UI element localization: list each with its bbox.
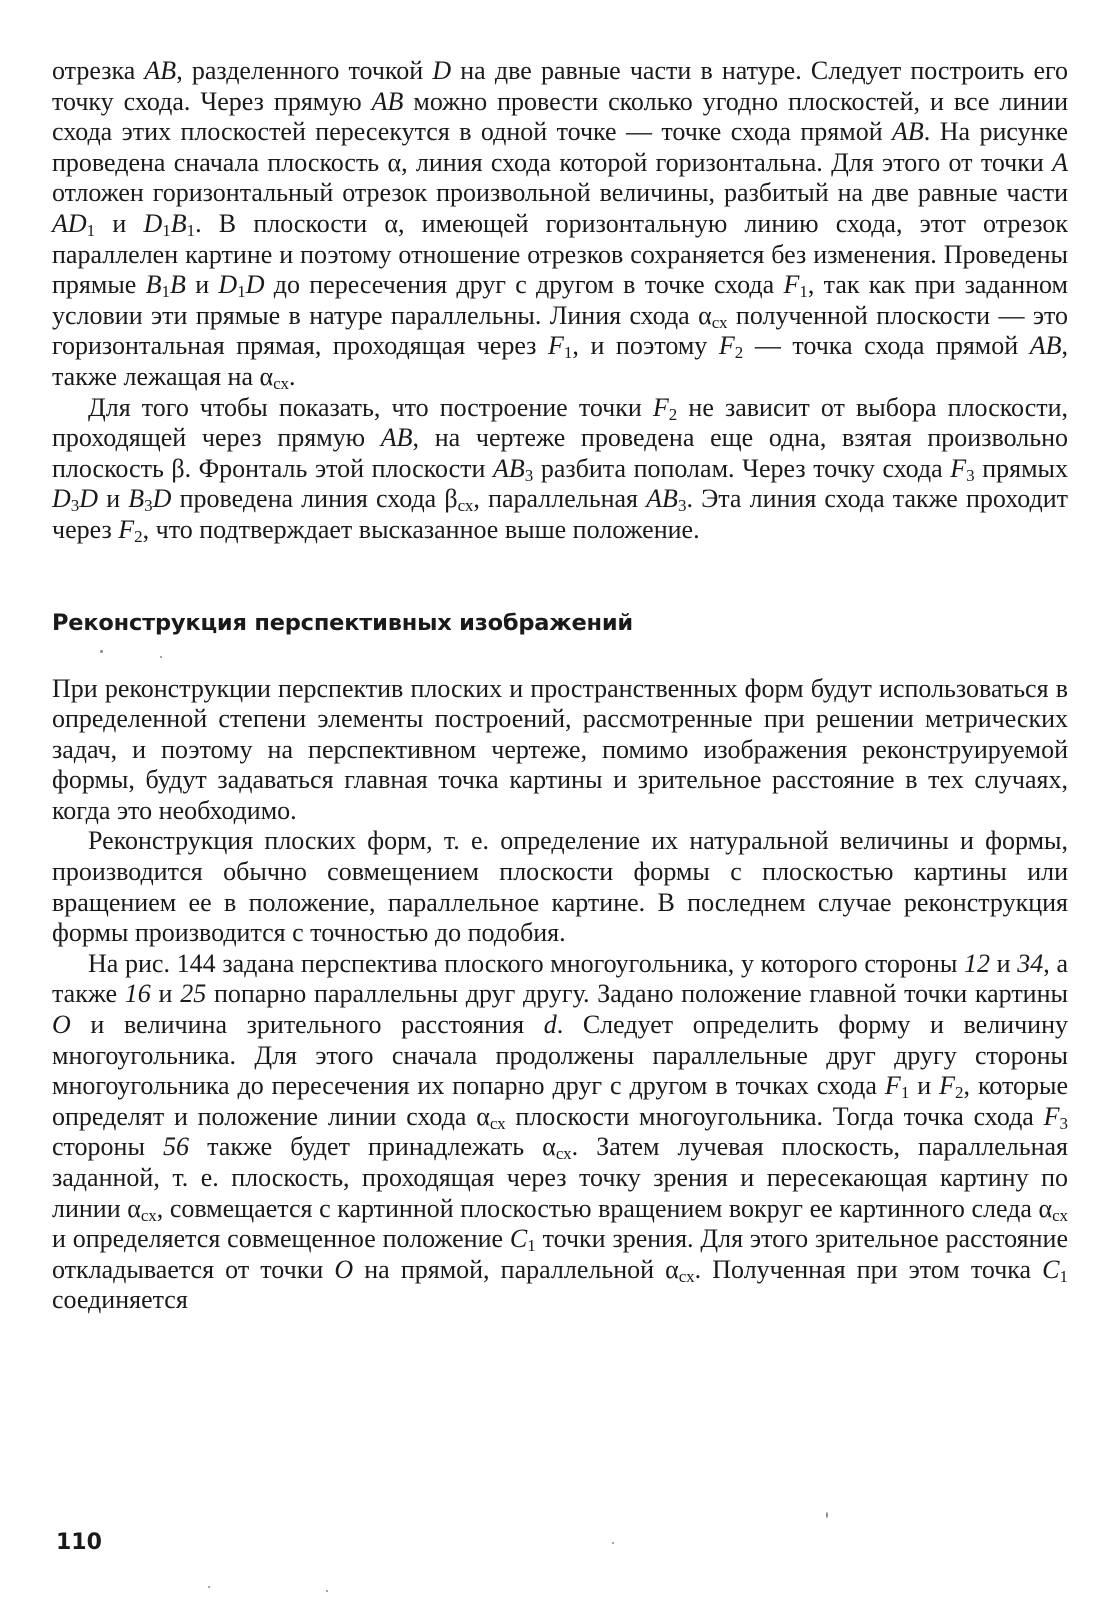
page-number: 110 [56,1530,102,1555]
paragraph-5: На рис. 144 задана перспектива плоского многоугольника, у которого стороны 12 и 34, а также 16 и 25 попарно параллельны друг другу. Задано положение главной точки картины O и величина зрительного расстояния d. Следует определить форму и величину многоугольника. Для этого сначала продолжены параллельные друг другу стороны многоугольника до пересечения их попарно друг с другом в точках схода $F_1$ и $F_2$, которые определят и положение линии схода $\alpha_{сх}$ плоскости многоугольника. Тогда точка схода $F_3$ стороны 56 также будет принадлежать $\alpha_{сх}$. Затем лучевая плоскость, параллельная заданной, т. е. плоскость, проходящая через точку зрения и пересекающая картину по линии $\alpha_{сх}$, совмещается с картинной плоскостью вращением вокруг ее картинного следа $\alpha_{сх}$ и определяется совмещенное положение $C_1$ точки зрения. Для этого зрительное расстояние откладывается от точки O на прямой, параллельной $\alpha_{сх}$. Полученная при этом точка $C_1$ соединяется [52,948,1069,1315]
scan-speck [160,656,162,658]
paragraph-3: При реконструкции перспектив плоских и пространственных форм будут использоваться в определенной степени элементы построений, рассмотренные при решении метрических задач, и поэтому на перспективном чертеже, помимо изображения реконструируемой формы, будут задаваться главная точка картины и зрительное расстояние в тех случаях, когда это необходимо. [52,673,1068,825]
page-content [52,56,1068,1316]
scan-speck [326,1590,328,1592]
scan-speck [100,650,103,653]
scan-speck [208,1586,210,1588]
paragraph-1: отрезка AB, разделенного точкой D на две равные части в натуре. Следует построить его точку схода. Через прямую AB можно провести сколько угодно плоскостей, и все линии схода этих плоскостей пересекутся в одной точке — точке схода прямой AB. На рисунке проведена сначала плоскость α, линия схода которой горизонтальна. Для этого от точки A отложен горизонтальный отрезок произвольной величины, разбитый на две равные части $AD_1$ и $D_1B_1$. В плоскости α, имеющей горизонтальную линию схода, этот отрезок параллелен картине и поэтому отношение отрезков сохраняется без изменения. Проведены прямые $B_1B$ и $D_1D$ до пересечения друг с другом в точке схода $F_1$, так как при заданном условии эти прямые в натуре параллельны. Линия схода $\alpha_{сх}$ полученной плоскости — это горизонтальная прямая, проходящая через $F_1$, и поэтому $F_2$ — точка схода прямой AB, также лежащая на $\alpha_{сх}$. [52,56,1069,393]
scan-speck [612,1542,614,1544]
scan-speck [826,1512,828,1518]
paragraph-4: Реконструкция плоских форм, т. е. определение их натуральной величины и формы, производится обычно совмещением плоскости формы с плоскостью картины или вращением ее в положение, параллельное картине. В последнем случае реконструкция формы производится с точностью до подобия. [52,826,1068,948]
paragraph-2: Для того чтобы показать, что построение точки $F_2$ не зависит от выбора плоскости, проходящей через прямую AB, на чертеже проведена еще одна, взятая произвольно плоскость β. Фронталь этой плоскости $AB_3$ разбита пополам. Через точку схода $F_3$ прямых $D_3D$ и $B_3D$ проведена линия схода $\beta_{сх}$, параллельная $AB_3$. Эта линия схода также проходит через $F_2$, что подтверждает высказанное выше положение. [52,392,1069,546]
section-heading: Реконструкция перспективных изображений [52,609,634,636]
